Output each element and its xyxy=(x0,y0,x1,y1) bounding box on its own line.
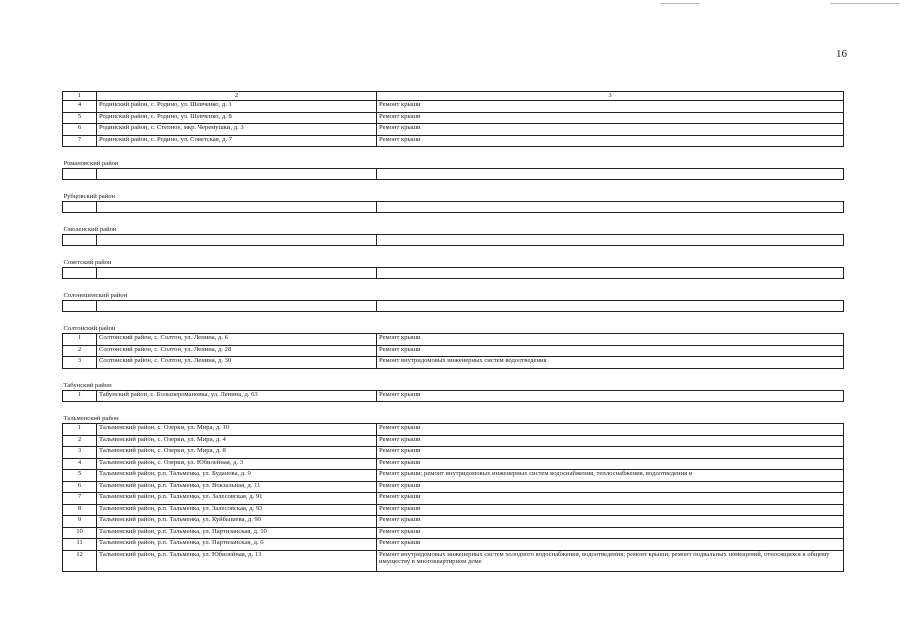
work-type-cell: Ремонт внутридомовых инженерных систем холодного водоснабжения, водоотведения; ремонт крыши; ремонт подвальных помещений, относящихся к общему имуществу в многоквартирном доме xyxy=(377,550,844,571)
row-number: 9 xyxy=(63,516,97,528)
table-row xyxy=(63,435,844,447)
address-cell: Тальменский район, р.п. Тальменка, ул. Залесовская, д. 93 xyxy=(97,504,377,516)
table-row xyxy=(63,550,844,571)
empty-cell xyxy=(63,235,97,246)
empty-cell xyxy=(63,202,97,213)
empty-cell xyxy=(97,169,377,180)
table-row xyxy=(63,527,844,539)
column-numbers-row xyxy=(63,92,844,101)
work-type-cell: Ремонт крыши xyxy=(377,447,844,459)
row-number: 6 xyxy=(63,124,97,136)
empty-row xyxy=(63,268,844,279)
row-number: 3 xyxy=(63,447,97,459)
scan-artifact xyxy=(830,3,900,4)
address-cell: Родинский район, с. Родино, ул. Шевченко, д. 8 xyxy=(97,112,377,124)
page-number: 16 xyxy=(836,48,847,60)
work-type-cell: Ремонт крыши xyxy=(377,112,844,124)
empty-cell xyxy=(63,169,97,180)
address-cell: Родинский район, с. Родино, ул. Шевченко, д. 1 xyxy=(97,101,377,113)
district-heading-row xyxy=(63,312,844,334)
row-number: 10 xyxy=(63,527,97,539)
empty-cell xyxy=(377,202,844,213)
work-type-cell: Ремонт крыши xyxy=(377,435,844,447)
empty-cell xyxy=(97,235,377,246)
address-cell: Солтонский район, с. Солтон, ул. Ленина, д. 30 xyxy=(97,357,377,369)
empty-row xyxy=(63,235,844,246)
work-type-cell: Ремонт крыши xyxy=(377,334,844,346)
row-number: 11 xyxy=(63,539,97,551)
district-heading-row xyxy=(63,402,844,424)
address-cell: Тальменский район, р.п. Тальменка, ул. Буданова, д. 9 xyxy=(97,470,377,482)
row-number: 7 xyxy=(63,493,97,505)
work-type-cell: Ремонт крыши xyxy=(377,424,844,436)
district-heading-row xyxy=(63,213,844,235)
work-type-cell: Ремонт крыши xyxy=(377,516,844,528)
table-row xyxy=(63,135,844,147)
empty-cell xyxy=(97,268,377,279)
district-name: Табунский район xyxy=(63,368,844,390)
address-cell: Тальменский район, р.п. Тальменка, ул. Партизанская, д. 10 xyxy=(97,527,377,539)
address-cell: Тальменский район, р.п. Тальменка, ул. Вокзальная, д. 11 xyxy=(97,481,377,493)
work-type-cell: Ремонт крыши xyxy=(377,101,844,113)
table-body xyxy=(63,92,844,572)
district-heading-row xyxy=(63,368,844,390)
column-number: 3 xyxy=(377,92,844,101)
address-cell: Родинский район, с. Родино, ул. Советская, д. 7 xyxy=(97,135,377,147)
table-row xyxy=(63,539,844,551)
repair-list-table xyxy=(62,91,844,572)
address-cell: Тальменский район, р.п. Тальменка, ул. Юбилейная, д. 13 xyxy=(97,550,377,571)
column-number: 1 xyxy=(63,92,97,101)
address-cell: Тальменский район, с. Озерки, ул. Мира, д. 8 xyxy=(97,447,377,459)
work-type-cell: Ремонт крыши xyxy=(377,527,844,539)
scan-artifact xyxy=(660,3,700,4)
table-row xyxy=(63,424,844,436)
table-row xyxy=(63,470,844,482)
empty-cell xyxy=(377,301,844,312)
row-number: 7 xyxy=(63,135,97,147)
empty-cell xyxy=(377,268,844,279)
row-number: 1 xyxy=(63,424,97,436)
work-type-cell: Ремонт внутридомовых инженерных систем водоотведения xyxy=(377,357,844,369)
address-cell: Солтонский район, с. Солтон, ул. Ленина, д. 6 xyxy=(97,334,377,346)
district-name: Солонешенский район xyxy=(63,279,844,301)
table-row xyxy=(63,481,844,493)
empty-cell xyxy=(63,268,97,279)
row-number: 4 xyxy=(63,458,97,470)
district-name: Рубцовский район xyxy=(63,180,844,202)
work-type-cell: Ремонт крыши xyxy=(377,135,844,147)
district-heading-row xyxy=(63,147,844,169)
address-cell: Тальменский район, с. Озерки, ул. Мира, д. 4 xyxy=(97,435,377,447)
empty-cell xyxy=(97,202,377,213)
table-row xyxy=(63,447,844,459)
district-name: Советский район xyxy=(63,246,844,268)
table-row xyxy=(63,334,844,346)
district-heading-row xyxy=(63,279,844,301)
empty-cell xyxy=(63,301,97,312)
address-cell: Табунский район, с. Большеромановка, ул. Ленина, д. 63 xyxy=(97,390,377,402)
table-row xyxy=(63,390,844,402)
work-type-cell: Ремонт крыши xyxy=(377,539,844,551)
table-row xyxy=(63,345,844,357)
address-cell: Родинский район, с. Степное, мкр. Черемушки, д. 3 xyxy=(97,124,377,136)
row-number: 12 xyxy=(63,550,97,571)
column-number: 2 xyxy=(97,92,377,101)
district-name: Тальменский район xyxy=(63,402,844,424)
table-row xyxy=(63,458,844,470)
row-number: 2 xyxy=(63,345,97,357)
empty-cell xyxy=(377,169,844,180)
work-type-cell: Ремонт крыши xyxy=(377,481,844,493)
row-number: 1 xyxy=(63,334,97,346)
empty-row xyxy=(63,202,844,213)
empty-cell xyxy=(97,301,377,312)
table-row xyxy=(63,504,844,516)
work-type-cell: Ремонт крыши xyxy=(377,458,844,470)
table-row xyxy=(63,124,844,136)
address-cell: Солтонский район, с. Солтон, ул. Ленина, д. 28 xyxy=(97,345,377,357)
district-name: Смоленский район xyxy=(63,213,844,235)
district-name: Солтонский район xyxy=(63,312,844,334)
row-number: 5 xyxy=(63,470,97,482)
table-row xyxy=(63,101,844,113)
row-number: 5 xyxy=(63,112,97,124)
table-row xyxy=(63,357,844,369)
work-type-cell: Ремонт крыши xyxy=(377,390,844,402)
work-type-cell: Ремонт крыши xyxy=(377,345,844,357)
address-cell: Тальменский район, р.п. Тальменка, ул. Куйбышева, д. 90 xyxy=(97,516,377,528)
address-cell: Тальменский район, р.п. Тальменка, ул. Залесовская, д. 91 xyxy=(97,493,377,505)
district-heading-row xyxy=(63,180,844,202)
table-row xyxy=(63,112,844,124)
row-number: 4 xyxy=(63,101,97,113)
address-cell: Тальменский район, р.п. Тальменка, ул. Партизанская, д. 6 xyxy=(97,539,377,551)
district-heading-row xyxy=(63,246,844,268)
empty-row xyxy=(63,169,844,180)
row-number: 2 xyxy=(63,435,97,447)
work-type-cell: Ремонт крыши xyxy=(377,504,844,516)
work-type-cell: Ремонт крыши xyxy=(377,493,844,505)
empty-cell xyxy=(377,235,844,246)
row-number: 8 xyxy=(63,504,97,516)
table-row xyxy=(63,493,844,505)
row-number: 6 xyxy=(63,481,97,493)
work-type-cell: Ремонт крыши xyxy=(377,124,844,136)
empty-row xyxy=(63,301,844,312)
address-cell: Тальменский район, с. Озерки, ул. Юбилейная, д. 3 xyxy=(97,458,377,470)
row-number: 3 xyxy=(63,357,97,369)
district-name: Романовский район xyxy=(63,147,844,169)
table-row xyxy=(63,516,844,528)
address-cell: Тальменский район, с. Озерки, ул. Мира, д. 10 xyxy=(97,424,377,436)
work-type-cell: Ремонт крыши; ремонт внутридомовых инженерных систем водоснабжения, теплоснабжения, водоотведения и xyxy=(377,470,844,482)
row-number: 1 xyxy=(63,390,97,402)
